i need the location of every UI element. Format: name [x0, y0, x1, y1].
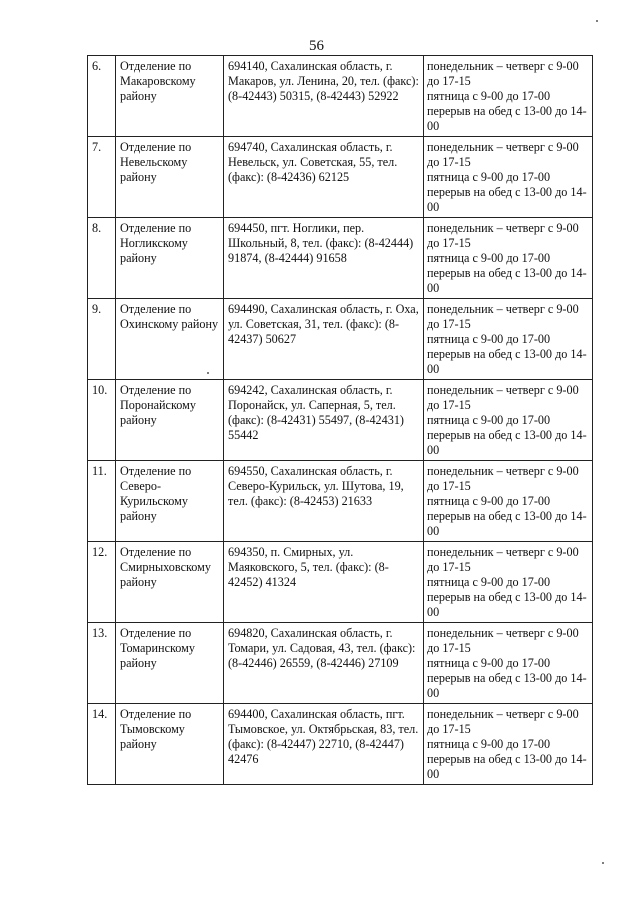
table-row [88, 218, 593, 299]
hours-friday: пятница с 9-00 до 17-00 [427, 332, 551, 346]
office-name: Отделение по Тымовскому району [116, 704, 224, 785]
table-row [88, 623, 593, 704]
hours-lunch-break: перерыв на обед с 13-00 до 14-00 [427, 347, 587, 376]
row-number: 8. [88, 218, 116, 299]
hours-friday: пятница с 9-00 до 17-00 [427, 737, 551, 751]
hours-lunch-break: перерыв на обед с 13-00 до 14-00 [427, 104, 587, 133]
hours-lunch-break: перерыв на обед с 13-00 до 14-00 [427, 266, 587, 295]
office-address: 694450, пгт. Ноглики, пер. Школьный, 8, тел. (факс): (8-42444) 91874, (8-42444) 91658 [224, 218, 424, 299]
office-address: 694740, Сахалинская область, г. Невельск, ул. Советская, 55, тел. (факс): (8-42436) 62125 [224, 137, 424, 218]
hours-weekdays: понедельник – четверг с 9-00 до 17-15 [427, 545, 579, 574]
row-number: 6. [88, 56, 116, 137]
office-name: Отделение по Ногликскому району [116, 218, 224, 299]
office-hours [424, 542, 593, 623]
table-row [88, 380, 593, 461]
hours-lunch-break: перерыв на обед с 13-00 до 14-00 [427, 752, 587, 781]
branch-offices-table [87, 55, 593, 785]
office-name: Отделение по Томаринскому району [116, 623, 224, 704]
hours-friday: пятница с 9-00 до 17-00 [427, 656, 551, 670]
office-address: 694242, Сахалинская область, г. Поронайск, ул. Саперная, 5, тел. (факс): (8-42431) 55497, (8-42431) 55442 [224, 380, 424, 461]
office-hours [424, 218, 593, 299]
scan-speck [596, 20, 598, 22]
office-name: Отделение по Смирныховскому району [116, 542, 224, 623]
office-name: Отделение по Макаровскому району [116, 56, 224, 137]
hours-weekdays: понедельник – четверг с 9-00 до 17-15 [427, 302, 579, 331]
hours-friday: пятница с 9-00 до 17-00 [427, 251, 551, 265]
row-number: 11. [88, 461, 116, 542]
row-number: 14. [88, 704, 116, 785]
hours-friday: пятница с 9-00 до 17-00 [427, 170, 551, 184]
office-name: Отделение по Невельскому району [116, 137, 224, 218]
hours-lunch-break: перерыв на обед с 13-00 до 14-00 [427, 590, 587, 619]
hours-lunch-break: перерыв на обед с 13-00 до 14-00 [427, 671, 587, 700]
office-address: 694550, Сахалинская область, г. Северо-Курильск, ул. Шутова, 19, тел. (факс): (8-42453) 21633 [224, 461, 424, 542]
page-number: 56 [309, 38, 324, 54]
row-number: 10. [88, 380, 116, 461]
office-name: Отделение по Поронайскому району [116, 380, 224, 461]
hours-weekdays: понедельник – четверг с 9-00 до 17-15 [427, 140, 579, 169]
hours-weekdays: понедельник – четверг с 9-00 до 17-15 [427, 626, 579, 655]
scan-speck [602, 862, 604, 864]
hours-weekdays: понедельник – четверг с 9-00 до 17-15 [427, 383, 579, 412]
hours-lunch-break: перерыв на обед с 13-00 до 14-00 [427, 428, 587, 457]
office-address: 694820, Сахалинская область, г. Томари, ул. Садовая, 43, тел. (факс): (8-42446) 26559, (8-42446) 27109 [224, 623, 424, 704]
office-hours [424, 137, 593, 218]
hours-friday: пятница с 9-00 до 17-00 [427, 575, 551, 589]
office-address: 694400, Сахалинская область, пгт. Тымовское, ул. Октябрьская, 83, тел. (факс): (8-42447) 22710, (8-42447) 42476 [224, 704, 424, 785]
row-number: 7. [88, 137, 116, 218]
hours-friday: пятница с 9-00 до 17-00 [427, 494, 551, 508]
office-address: 694490, Сахалинская область, г. Оха, ул. Советская, 31, тел. (факс): (8-42437) 50627 [224, 299, 424, 380]
office-name: Отделение по Северо-Курильскому району [116, 461, 224, 542]
hours-lunch-break: перерыв на обед с 13-00 до 14-00 [427, 185, 587, 214]
office-address: 694350, п. Смирных, ул. Маяковского, 5, тел. (факс): (8-42452) 41324 [224, 542, 424, 623]
office-hours [424, 623, 593, 704]
office-hours [424, 299, 593, 380]
row-number: 9. [88, 299, 116, 380]
row-number: 13. [88, 623, 116, 704]
table-row [88, 542, 593, 623]
table-row [88, 704, 593, 785]
table-row [88, 461, 593, 542]
office-hours [424, 380, 593, 461]
row-number: 12. [88, 542, 116, 623]
hours-weekdays: понедельник – четверг с 9-00 до 17-15 [427, 707, 579, 736]
office-hours [424, 461, 593, 542]
table-row [88, 137, 593, 218]
scan-speck [207, 372, 209, 374]
hours-weekdays: понедельник – четверг с 9-00 до 17-15 [427, 464, 579, 493]
office-address: 694140, Сахалинская область, г. Макаров, ул. Ленина, 20, тел. (факс): (8-42443) 50315, (8-42443) 52922 [224, 56, 424, 137]
table-row [88, 299, 593, 380]
office-hours [424, 704, 593, 785]
table-row [88, 56, 593, 137]
hours-friday: пятница с 9-00 до 17-00 [427, 413, 551, 427]
office-hours [424, 56, 593, 137]
hours-friday: пятница с 9-00 до 17-00 [427, 89, 551, 103]
hours-weekdays: понедельник – четверг с 9-00 до 17-15 [427, 221, 579, 250]
hours-weekdays: понедельник – четверг с 9-00 до 17-15 [427, 59, 579, 88]
hours-lunch-break: перерыв на обед с 13-00 до 14-00 [427, 509, 587, 538]
office-name: Отделение по Охинскому району [116, 299, 224, 380]
